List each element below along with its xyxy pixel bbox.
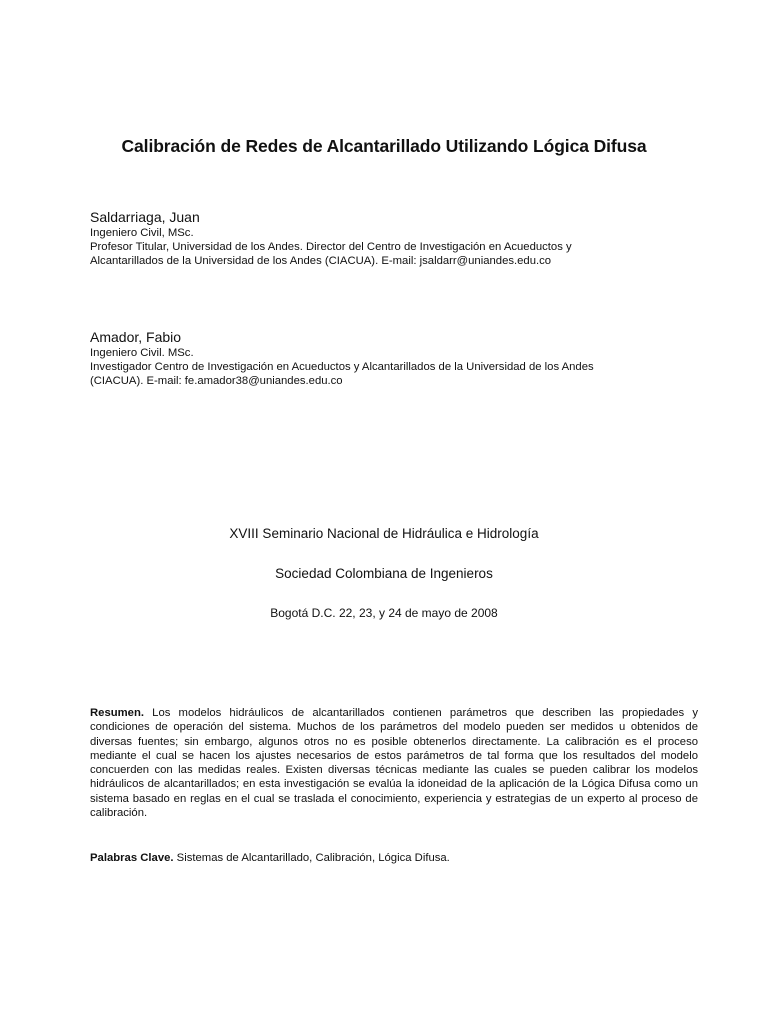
- keywords-label: Palabras Clave.: [90, 852, 174, 864]
- author-affiliation-line: Alcantarillados de la Universidad de los Andes (CIACUA). E-mail: jsaldarr@uniandes.edu.co: [90, 255, 552, 267]
- abstract-text: Los modelos hidráulicos de alcantarillados contienen parámetros que describen las propiedades y condiciones de operación del sistema. Muchos de los parámetros del modelo pueden ser medidos u obtenidos de diversas fuentes; sin embargo, algunos otros no es posible obtenerlos directamente. La calibración es el proceso mediante el cual se hacen los ajustes necesarios de estos parámetros de tal forma que los resultados del modelo concuerden con las medidas reales. Existen diversas técnicas mediante las cuales se pueden calibrar los modelos hidráulicos de alcantarillados; en esta investigación se evalúa la idoneidad de la aplicación de la Lógica Difusa como un sistema basado en reglas en el cual se traslada el conocimiento, experiencia y estrategias de un experto al proceso de calibración.: [90, 707, 698, 820]
- society-name: Sociedad Colombiana de Ingenieros: [275, 566, 493, 581]
- author-block-2: [90, 329, 698, 388]
- author-affiliation-line: (CIACUA). E-mail: fe.amador38@uniandes.edu.co: [90, 375, 343, 387]
- author-block-1: [90, 209, 698, 268]
- author-degree: Ingeniero Civil, MSc.: [90, 227, 194, 239]
- author-name: Amador, Fabio: [90, 329, 182, 345]
- author-degree: Ingeniero Civil. MSc.: [90, 347, 194, 359]
- author-affiliation-line: Profesor Titular, Universidad de los Andes. Director del Centro de Investigación en Acueductos y: [90, 241, 572, 253]
- author-affiliation-line: Investigador Centro de Investigación en Acueductos y Alcantarillados de la Universidad de los Andes: [90, 361, 594, 373]
- abstract: [90, 706, 698, 820]
- abstract-label: Resumen.: [90, 707, 144, 719]
- event-date: Bogotá D.C. 22, 23, y 24 de mayo de 2008: [270, 606, 498, 620]
- paper-title: Calibración de Redes de Alcantarillado Utilizando Lógica Difusa: [121, 136, 647, 156]
- keywords-text: Sistemas de Alcantarillado, Calibración, Lógica Difusa.: [176, 852, 450, 864]
- author-name: Saldarriaga, Juan: [90, 209, 200, 225]
- keywords: [90, 851, 698, 865]
- event-name: XVIII Seminario Nacional de Hidráulica e Hidrología: [229, 526, 539, 541]
